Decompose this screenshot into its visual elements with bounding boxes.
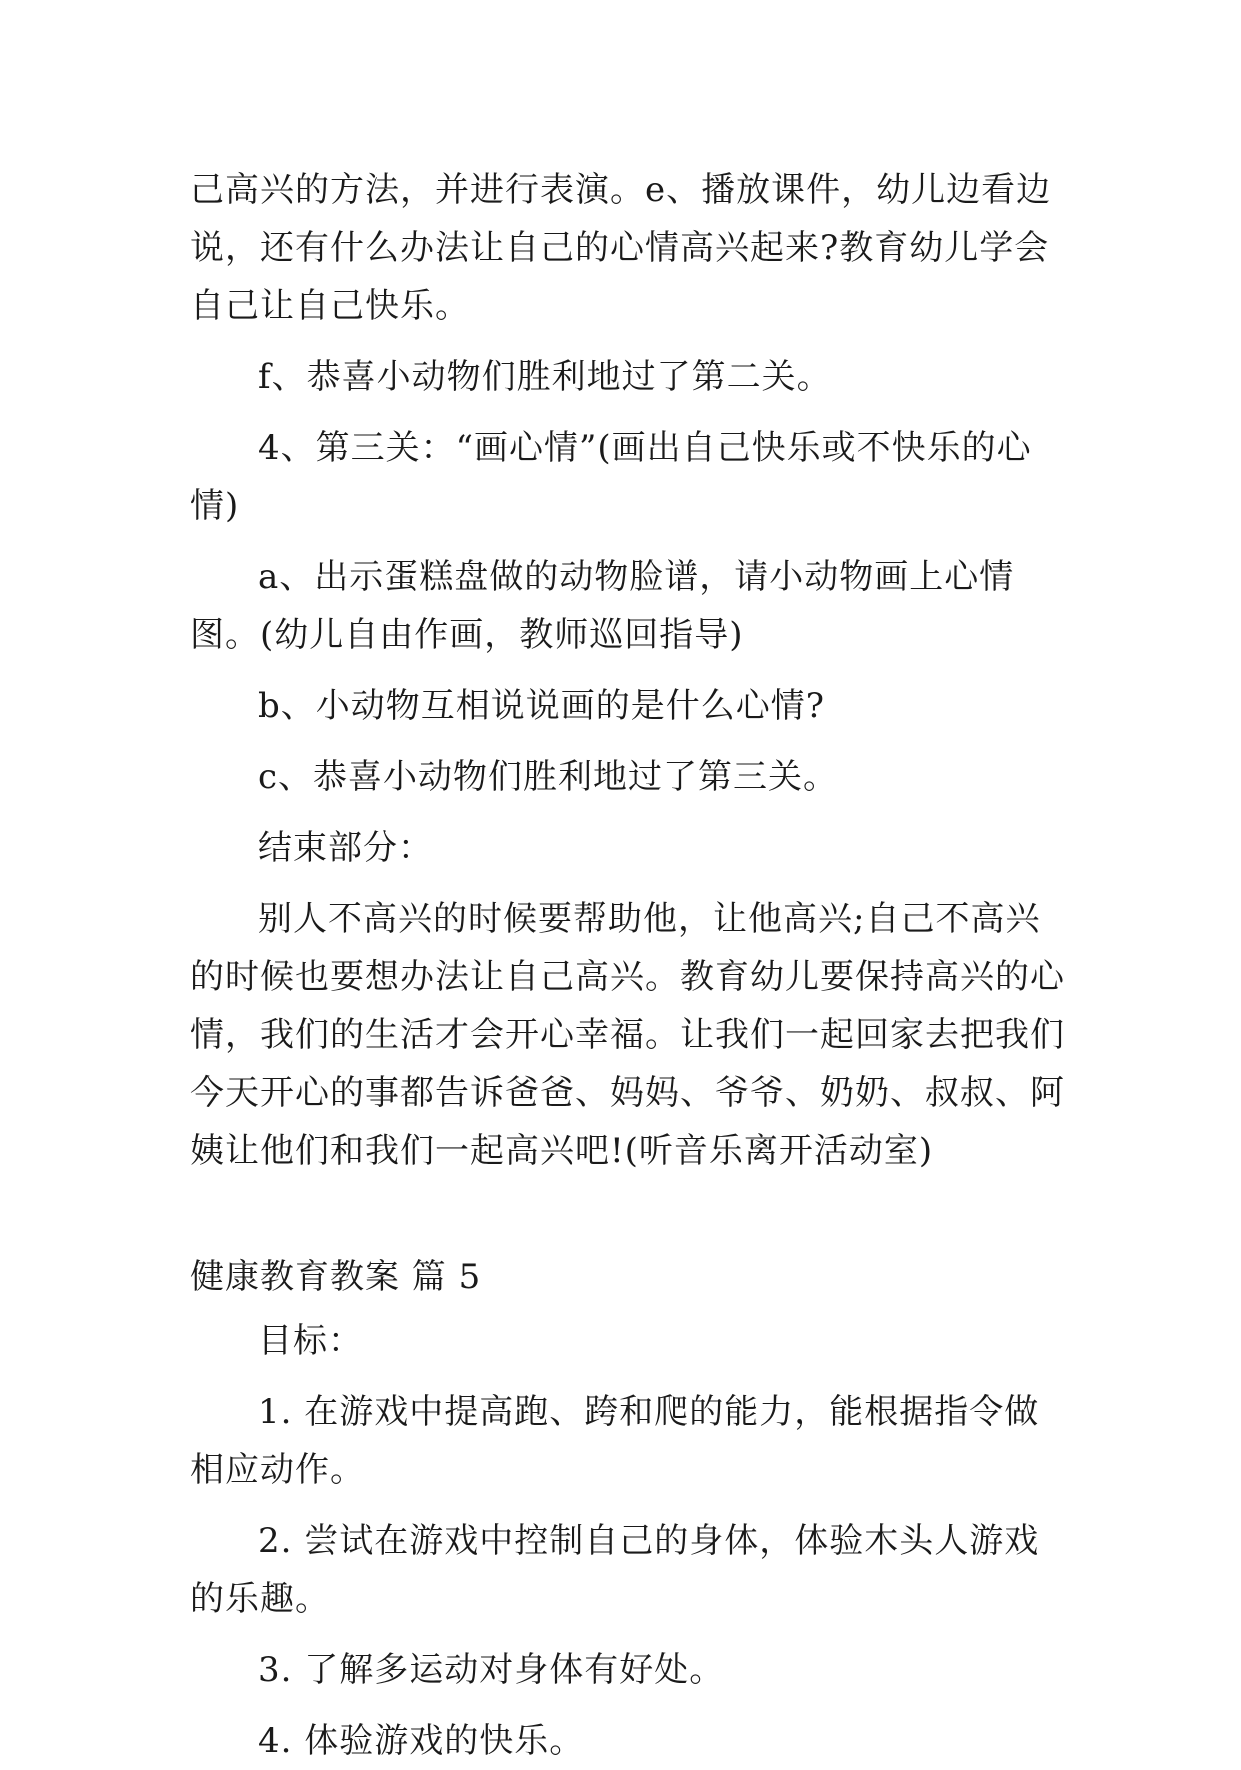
paragraph-ending-label: 结束部分： bbox=[258, 828, 433, 868]
paragraph-stage-three: 4、第三关：“画心情”(画出自己快乐或不快乐的心情) bbox=[190, 428, 1032, 526]
paragraph-ending-text: 别人不高兴的时候要帮助他，让他高兴;自己不高兴的时候也要想办法让自己高兴。教育幼儿要保持高兴的心情，我们的生活才会开心幸福。让我们一起回家去把我们今天开心的事都告诉爸爸、妈妈、爷爷、奶奶、叔叔、阿姨让他们和我们一起高兴吧!(听音乐离开活动室) bbox=[190, 899, 1065, 1171]
paragraph-step-a: a、出示蛋糕盘做的动物脸谱，请小动物画上心情图。(幼儿自由作画，教师巡回指导) bbox=[190, 557, 1015, 655]
paragraph-goal-4: 4. 体验游戏的快乐。 bbox=[258, 1721, 585, 1761]
paragraph-goal-3: 3. 了解多运动对身体有好处。 bbox=[258, 1650, 725, 1690]
paragraph-continuation: 己高兴的方法，并进行表演。e、播放课件，幼儿边看边说，还有什么办法让自己的心情高兴起来?教育幼儿学会自己让自己快乐。 bbox=[190, 170, 1052, 326]
paragraph-goal-1: 1. 在游戏中提高跑、跨和爬的能力，能根据指令做相应动作。 bbox=[190, 1392, 1040, 1490]
paragraph-step-b: b、小动物互相说说画的是什么心情? bbox=[258, 686, 825, 726]
paragraph-step-c: c、恭喜小动物们胜利地过了第三关。 bbox=[258, 757, 839, 797]
document-body bbox=[190, 161, 1070, 1770]
paragraph-goals-label: 目标： bbox=[258, 1321, 363, 1361]
paragraph-goal-2: 2. 尝试在游戏中控制自己的身体，体验木头人游戏的乐趣。 bbox=[190, 1521, 1040, 1619]
section-title: 健康教育教案 篇 5 bbox=[190, 1257, 482, 1297]
paragraph-step-f: f、恭喜小动物们胜利地过了第二关。 bbox=[258, 357, 832, 397]
